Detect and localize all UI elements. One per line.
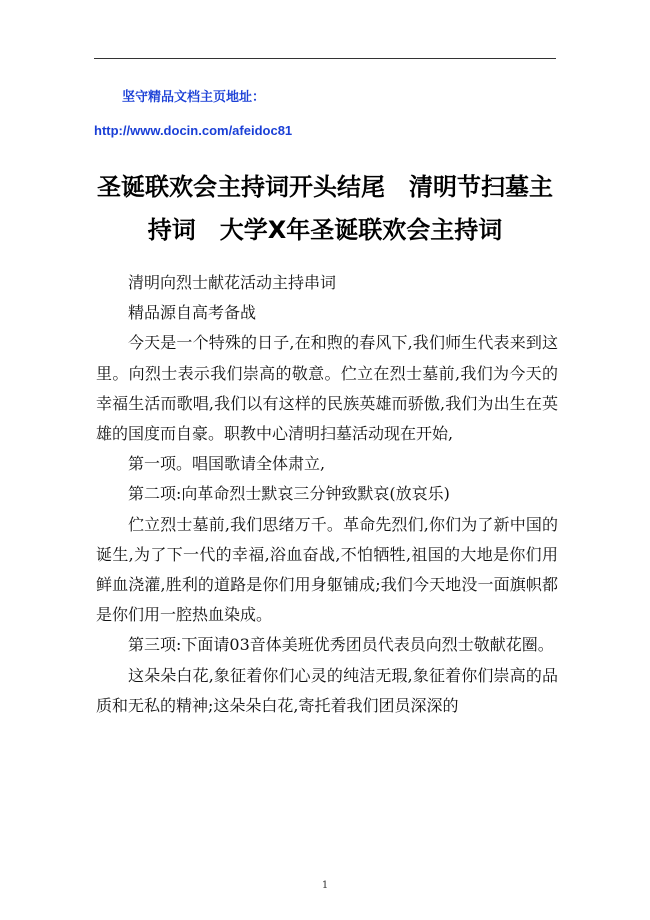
paragraph: 第二项:向革命烈士默哀三分钟致默哀(放哀乐) [128, 484, 450, 504]
document-body [96, 268, 558, 721]
paragraph-source: 精品源自高考备战 [128, 303, 257, 323]
paragraph: 第三项:下面请03音体美班优秀团员代表员向烈士敬献花圈。 [128, 635, 554, 655]
document-title: 圣诞联欢会主持词开头结尾 清明节扫墓主持词 大学X年圣诞联欢会主持词 [97, 173, 553, 244]
paragraph: 第一项。唱国歌请全体肃立, [128, 454, 326, 474]
header-url-link[interactable]: http://www.docin.com/afeidoc81 [94, 123, 293, 138]
paragraph-subtitle: 清明向烈士献花活动主持串词 [128, 273, 337, 292]
header-label: 坚守精品文档主页地址： [122, 90, 266, 105]
page-number: 1 [321, 880, 329, 891]
paragraph: 伫立烈士墓前,我们思绪万千。革命先烈们,你们为了新中国的诞生,为了下一代的幸福,浴血奋战,不怕牺牲,祖国的大地是你们用鲜血浇灌,胜利的道路是你们用身躯铺成;我们今天地没一面旗帜都是你们用一腔热血染成。 [96, 514, 558, 625]
paragraph: 今天是一个特殊的日子,在和煦的春风下,我们师生代表来到这里。向烈士表示我们崇高的敬意。伫立在烈士墓前,我们为今天的幸福生活而歌唱,我们以有这样的民族英雄而骄傲,我们为出生在英雄的国度而自豪。职教中心清明扫墓活动现在开始, [96, 333, 558, 444]
header-rule [94, 58, 556, 59]
paragraph: 这朵朵白花,象征着你们心灵的纯洁无瑕,象征着你们崇高的品质和无私的精神;这朵朵白花,寄托着我们团员深深的 [96, 665, 558, 715]
